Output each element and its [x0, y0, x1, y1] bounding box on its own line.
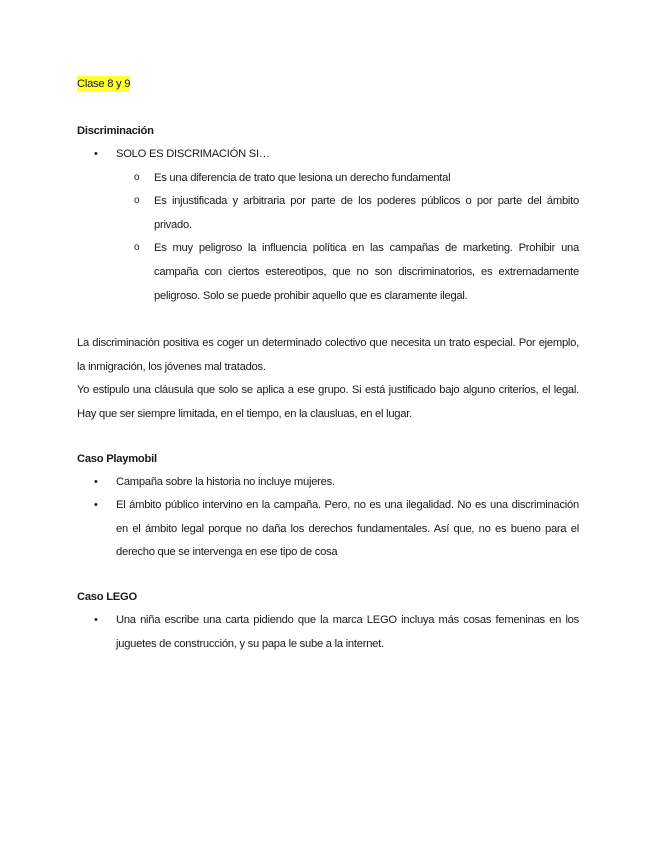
page-title: Clase 8 y 9: [77, 78, 131, 90]
paragraph-positiva-1: La discriminación positiva es coger un determinado colectivo que necesita un trato especial. Por ejemplo, la inmigración, los jóvenes mal tratados.: [77, 337, 579, 373]
sub-list-item: o Es una diferencia de trato que lesiona un derecho fundamental: [77, 167, 579, 191]
sub-list-item: o Es muy peligroso la influencia política en las campañas de marketing. Prohibir una campaña con ciertos estereotipos, que no son discriminatorios, es extremadamente peligroso. Solo se puede prohibir aquello que es claramente ilegal.: [77, 237, 579, 308]
bullet-list-discriminacion: [77, 143, 579, 308]
bullet-list-playmobil: [77, 471, 579, 565]
list-item: • Una niña escribe una carta pidiendo que la marca LEGO incluya más cosas femeninas en los juguetes de construcción, y su papa le sube a la internet.: [77, 609, 579, 656]
list-item: • El ámbito público intervino en la campaña. Pero, no es una ilegalidad. No es una discriminación en el ámbito legal porque no daña los derechos fundamentales. Así que, no es bueno para el derecho que se intervenga en ese tipo de cosa: [77, 494, 579, 565]
heading-discriminacion: Discriminación: [77, 125, 154, 137]
heading-lego: Caso LEGO: [77, 590, 137, 603]
bullet-text: SOLO ES DISCRIMACIÓN SI…: [116, 148, 270, 160]
sub-list: [77, 167, 579, 309]
bullet-list-lego: [77, 609, 579, 656]
list-item: • Campaña sobre la historia no incluye mujeres.: [77, 471, 579, 495]
sub-list-item: o Es injustificada y arbitraria por parte de los poderes públicos o por parte del ámbito privado.: [77, 190, 579, 237]
list-item: [77, 143, 579, 308]
paragraph-positiva-2: Yo estipulo una cláusula que solo se aplica a ese grupo. Si está justificado bajo alguno criterios, el legal. Hay que ser siempre limitada, en el tiempo, en la clausluas, en el lugar.: [77, 384, 579, 420]
heading-playmobil: Caso Playmobil: [77, 452, 157, 465]
